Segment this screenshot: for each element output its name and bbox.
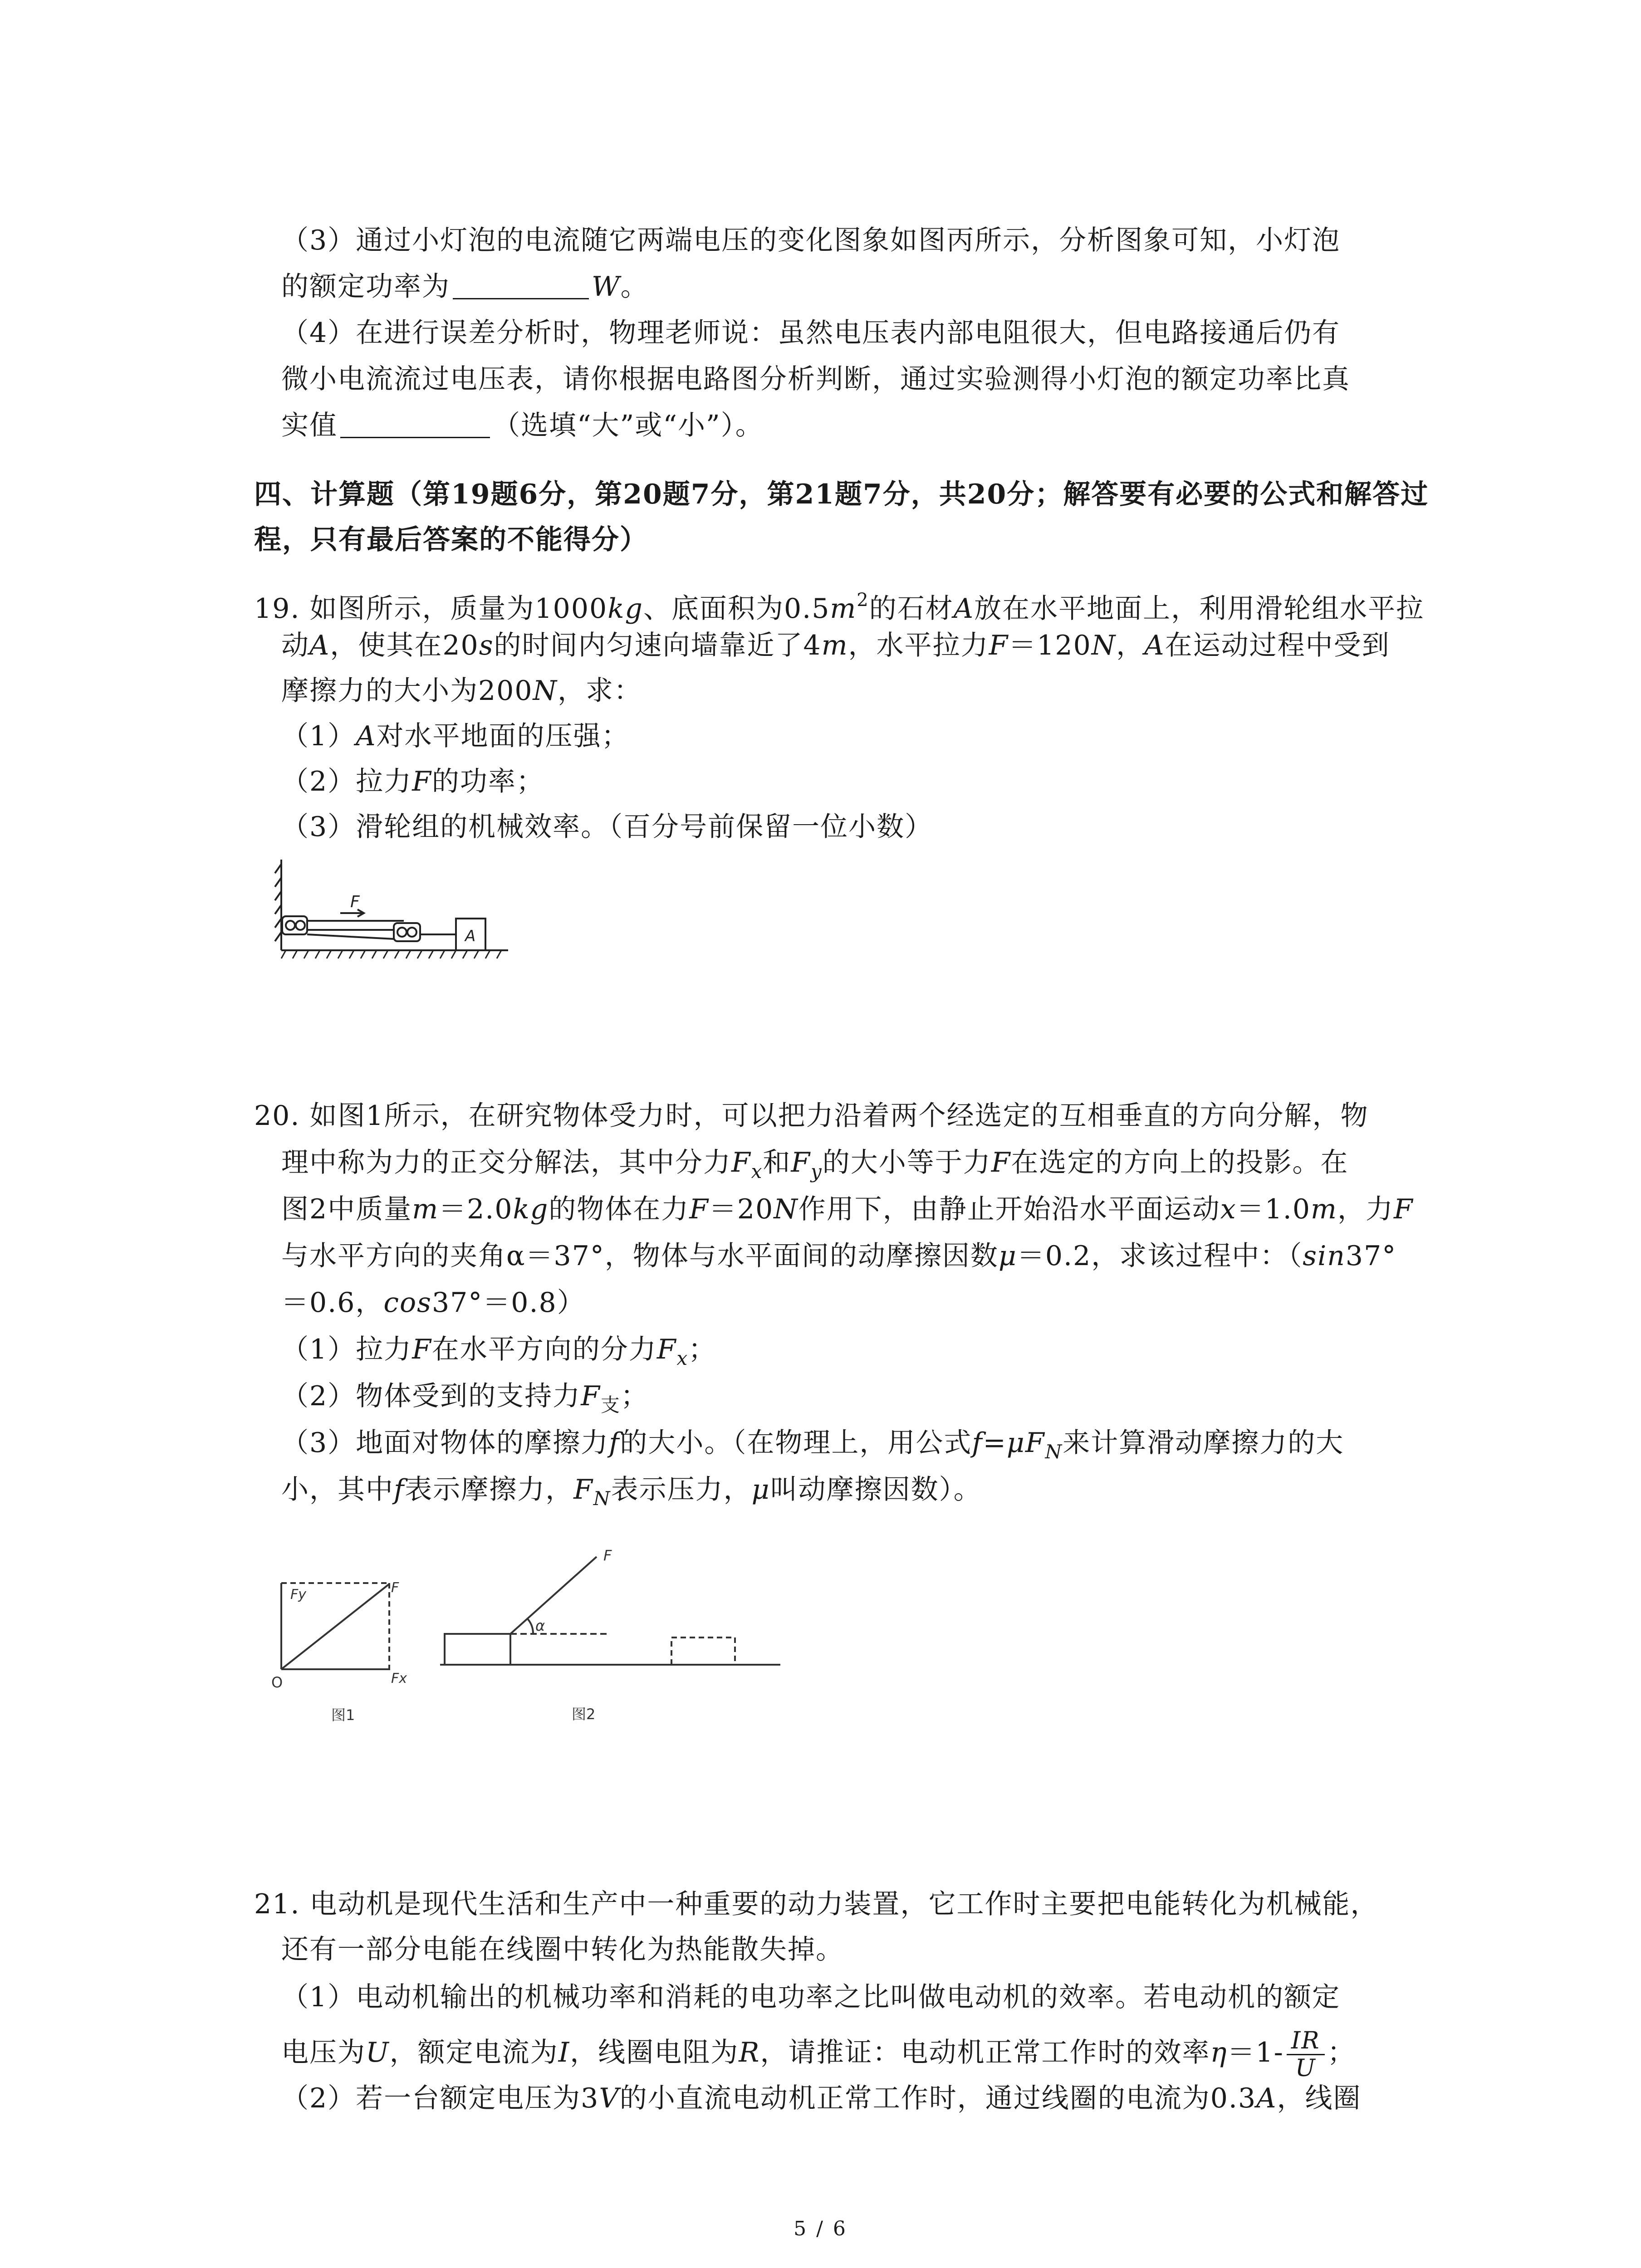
fig2-label-f: F (603, 1547, 612, 1564)
q20-figure1 (268, 1574, 417, 1728)
q19-line1: 19. 如图所示，质量为1000kg、底面积为$0.5m^2$的石材A放在水平地面上，利用滑轮组水平拉 (254, 590, 1425, 625)
q20-sub2: （2）物体受到的支持力$F_支$； (281, 1380, 649, 1416)
q21-sub1-line2: 电压为U，额定电流为I，线圈电阻为R，请推证：电动机正常工作时的效率η＝1- $\frac{IR}{U}$ ； (281, 2027, 1356, 2082)
q20-sub3-cont: 小，其中f表示摩擦力，$F_N$表示压力，μ叫动摩擦因数）。 (281, 1474, 982, 1510)
section-heading: 四、计算题（第19题6分，第20题7分，第21题7分，共20分；解答要有必要的公式和解答过 (254, 479, 1429, 510)
q20-line5: ＝0.6，cos37°＝0.8） (281, 1287, 585, 1319)
efficiency-fraction: $\frac{IR}{U}$ (1287, 2028, 1325, 2082)
fig1-label-f: F (391, 1580, 399, 1596)
q3-line1: （3）通过小灯泡的电流随它两端电压的变化图象如图丙所示，分析图象可知，小灯泡 (281, 225, 1341, 256)
q20-figure2 (436, 1529, 789, 1728)
q4-line3: 实值 （选填“大”或“小”）。 (281, 410, 764, 441)
q19-line3: 摩擦力的大小为200N，求： (281, 675, 642, 707)
q20-line4: 与水平方向的夹角α＝37°，物体与水平面间的动摩擦因数μ＝0.2，求该过程中：（sin37° (281, 1240, 1397, 1272)
q20-sub1: （1）拉力F在水平方向的分力$F_x$； (281, 1334, 717, 1369)
q19-sub3: （3）滑轮组的机械效率。（百分号前保留一位小数） (281, 811, 933, 843)
q20-line3: 图2中质量m＝2.0kg的物体在力F＝20N作用下，由静止开始沿水平面运动x＝1.0m，力F (281, 1193, 1414, 1225)
fig1-caption: 图1 (331, 1706, 355, 1724)
q4-line2: 微小电流流过电压表，请你根据电路图分析判断，通过实验测得小灯泡的额定功率比真 (281, 363, 1350, 395)
q4-line1: （4）在进行误差分析时，物理老师说：虽然电压表内部电阻很大，但电路接通后仍有 (281, 317, 1341, 349)
section-heading-cont: 程，只有最后答案的不能得分） (254, 524, 648, 556)
pulley-label-f: F (350, 893, 360, 911)
fig1-label-fy: Fy (290, 1587, 307, 1603)
q21-sub2: （2）若一台额定电压为3V的小直流电动机正常工作时，通过线圈的电流为0.3A，线圈 (281, 2082, 1362, 2114)
q20-line2: 理中称为力的正交分解法，其中分力$F_x$和$F_y$的大小等于力F在选定的方向上的投影。在 (281, 1147, 1349, 1183)
q19-sub1: （1）A对水平地面的压强； (281, 720, 630, 752)
fig2-label-alpha: α (535, 1617, 545, 1634)
answer-blank[interactable] (453, 273, 589, 299)
fig1-label-fx: Fx (391, 1671, 407, 1686)
q19-line2: 动A，使其在20s的时间内匀速向墙靠近了4m，水平拉力F＝120N，A在运动过程中受到 (281, 630, 1390, 661)
q19-pulley-figure (272, 860, 517, 966)
q21-sub1-line1: （1）电动机输出的机械功率和消耗的电功率之比叫做电动机的效率。若电动机的额定 (281, 1981, 1341, 2013)
fig2-caption: 图2 (572, 1706, 596, 1723)
pulley-label-a: A (465, 927, 476, 945)
answer-blank[interactable] (340, 411, 490, 438)
q20-line1: 20. 如图1所示，在研究物体受力时，可以把力沿着两个经选定的互相垂直的方向分解，物 (254, 1100, 1369, 1132)
q19-sub2: （2）拉力F的功率； (281, 766, 544, 797)
q21-line1: 21. 电动机是现代生活和生产中一种重要的动力装置，它工作时主要把电能转化为机械能， (254, 1888, 1379, 1920)
q20-sub3: （3）地面对物体的摩擦力f的大小。（在物理上，用公式$f=\mu F_N$来计算滑动摩擦力的大 (281, 1427, 1344, 1463)
fig1-label-o: O (271, 1674, 283, 1691)
q21-line2: 还有一部分电能在线圈中转化为热能散失掉。 (281, 1934, 844, 1965)
page-number: 5 / 6 (794, 2217, 847, 2240)
q3-line2: 的额定功率为 W。 (281, 271, 649, 303)
